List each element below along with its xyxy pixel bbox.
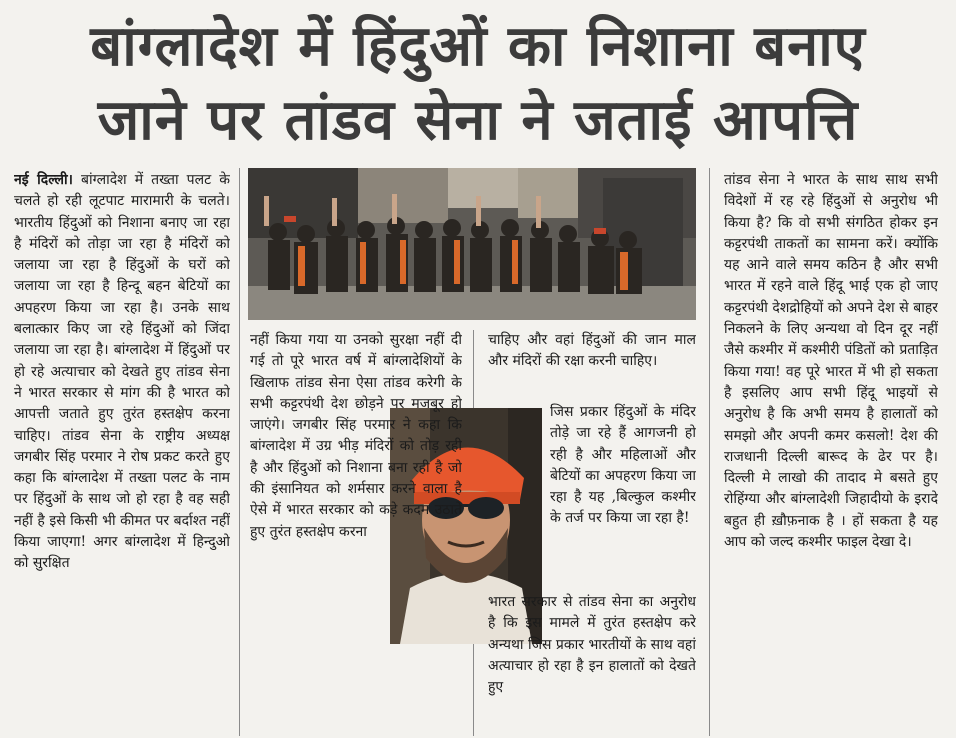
column-1-text: बांग्लादेश में तख्ता पलट के चलते हो रही लूटपाट मारामारी के चलते। भारतीय हिंदुओं को निशाना बनाए जा रहा है मंदिरों को तोड़ा जा रहा है मंदिरों को जलाया जा रहा है हिंदुओं के घरों को जलाया जा रहा है हिन्दू बहन बेटियों का अपहरण किया जा रहा है। उनके साथ बलात्कार किए जा रहे हिंदुओं को जिंदा जलाया जा रहा है। बांग्लादेश में हिंदुओं पर हो रहे अत्याचार को देखते हुए तांडव सेना ने भारत सरकार से मांग की है भारत को आपत्ती जताते हुए तुरंत हस्तक्षेप करना चाहिए। तांडव सेना के राष्ट्रीय अध्यक्ष जगबीर सिंह परमार ने रोष प्रकट करते हुए कहा कि बांग्लादेश में तख्ता पलट के नाम पर हिंदुओं के साथ जो हो रहा है वह सही नहीं है इसे किसी भी कीमत पर बर्दाश्त नहीं किया जाएगा! अगर बांग्लादेश में हिन्दुओ को सुरक्षित (14, 172, 230, 572)
column-3-bottom-text: भारत सरकार से तांडव सेना का अनुरोध है कि इस मामले में तुरंत हस्तक्षेप करे अन्यथा जिस प्रकार भारतीयों के साथ वहां अत्याचार हो रहा है इन हालातों को देखते हुए (488, 594, 696, 696)
dateline: नई दिल्ली। (14, 172, 73, 188)
column-3-side-text: जिस प्रकार हिंदुओं के मंदिर तोड़े जा रहे हैं आगजनी हो रही है और महिलाओं और बेटियों का अपहरण किया जा रहा है यह ,बिल्कुल कश्मीर के तर्ज पर किया जा रहा है! (550, 404, 696, 527)
column-3-top-text: चाहिए और वहां हिंदुओं की जान माल और मंदिरों की रक्षा करनी चाहिए। (488, 332, 696, 370)
column-2-text: नहीं किया गया या उनको सुरक्षा नहीं दी गई तो पूरे भारत वर्ष में बांग्लादेशियों के खिलाफ तांडव सेना ऐसा तांडव करेगी के सभी कट्टरपंथी देश छोड़ने पर मजबूर हो जाएंगे। जगबीर सिंह परमार ने कहा कि बांग्लादेश में उग्र भीड़ मंदिरों को तोड़ रही है और हिंदुओं को निशाना बना रही है जो की इंसानियत को शर्मसार करने वाला है ऐसे में भारत सरकार को कड़े कदम उठाते हुए तुरंत हस्तक्षेप करना (250, 332, 462, 540)
article-column-3-bottom (488, 592, 696, 736)
article-column-2 (250, 330, 462, 736)
article-column-1 (14, 170, 230, 736)
column-rule-3 (709, 168, 710, 736)
article-column-3-top (488, 330, 696, 400)
article-column-3-side (550, 402, 696, 590)
column-4-text: तांडव सेना ने भारत के साथ साथ सभी विदेशों में रह रहे हिंदुओं से अनुरोध भी किया है? कि वो सभी संगठित होकर इन कट्टरपंथी ताकतों का सामना करें। क्योंकि यह आने वाले समय कठिन है और सभी भारत में रहने वाले हिंदू भाई एक हो जाए कट्टरपंथी देशद्रोहियों को अपने देश से बाहर निकलने के लिए अन्यथा वो दिन दूर नहीं जैसे कश्मीर में कश्मीरी पंडितों को प्रताड़ित किया गया! वह पूरे भारत में भी हो सकता है इसलिए आप सभी हिंदू भाइयों से अनुरोध है कि अभी समय है हालातों को समझो और अपनी कमर कसलो! देश की राजधानी दिल्ली बारूद के ढेर पर है। दिल्ली मे लाखो की तादाद मे बसते हुए रोहिंग्या और बांग्लादेशी जिहादीयो के इरादे बहुत ही ख़ौफ़नाक है । हों सकता है यह आप को जल्द कश्मीर फाइल देखा दे। (724, 172, 938, 551)
article-column-4 (724, 170, 938, 736)
headline-line-2: जाने पर तांडव सेना ने जताई आपत्ति (97, 88, 859, 153)
column-rule-1 (239, 168, 240, 736)
group-protest-photo (248, 168, 696, 320)
headline-line-1: बांग्लादेश में हिंदुओं का निशाना बनाए (90, 14, 866, 79)
